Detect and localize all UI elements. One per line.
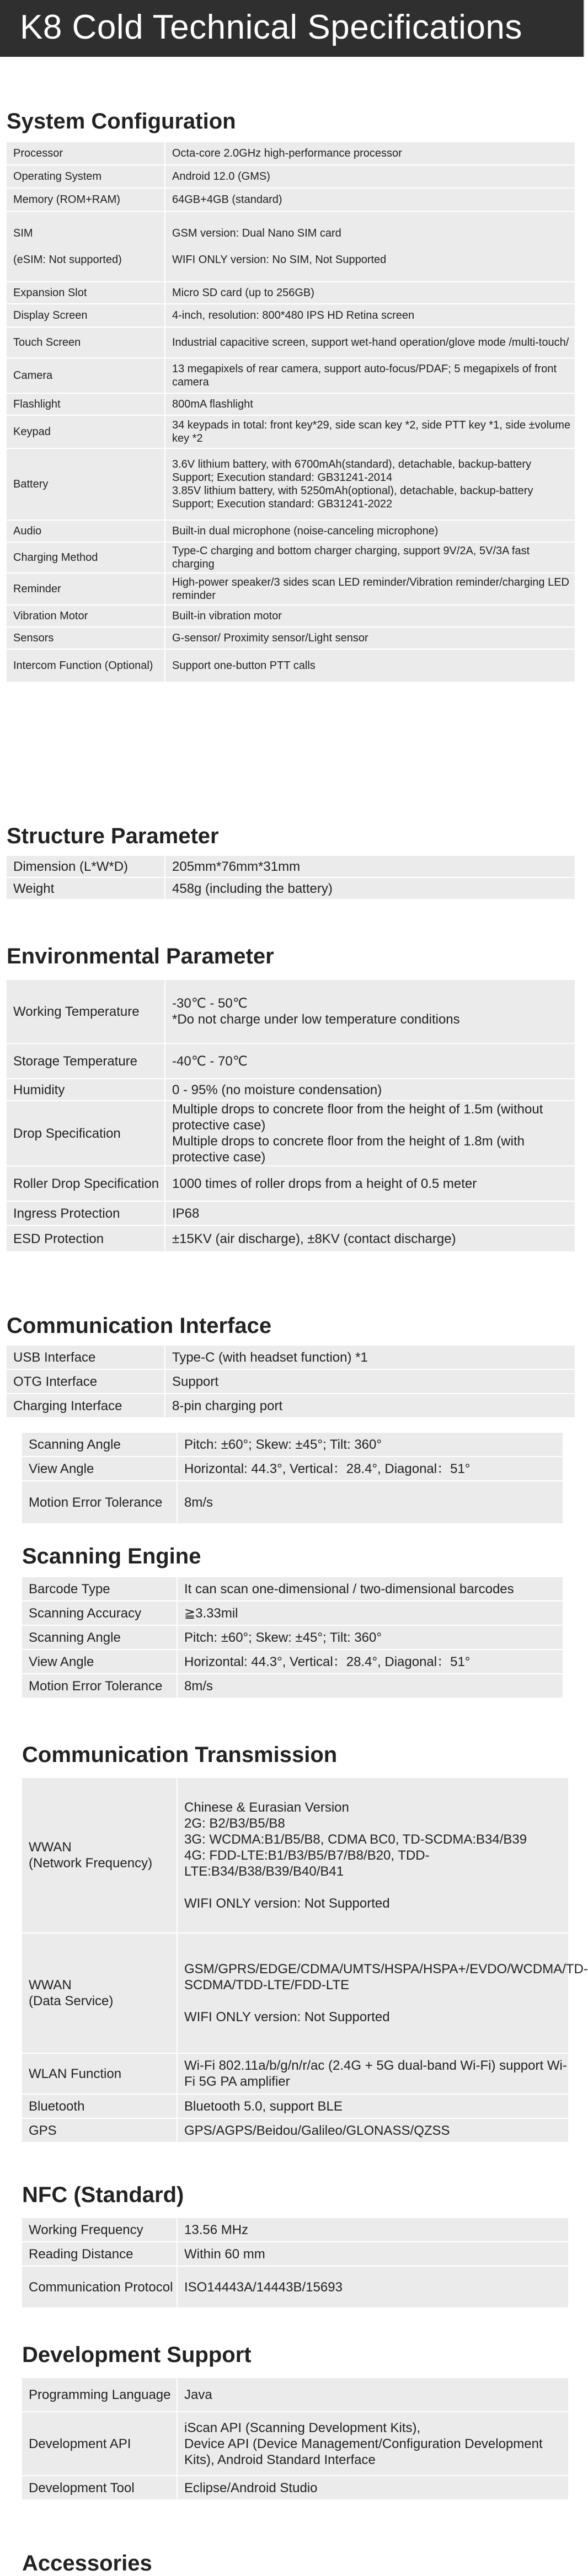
spec-label: Keypad: [6, 415, 165, 448]
spec-label: Dimension (L*W*D): [6, 855, 165, 877]
spec-row: [22, 2412, 569, 2476]
spec-value: Multiple drops to concrete floor from the height of 1.5m (without protective case) Multiple drops to concrete floor from the height of 1.8m (with protective case): [165, 1101, 575, 1166]
spec-label: Display Screen: [6, 304, 165, 327]
spec-value: It can scan one-dimensional / two-dimensional barcodes: [177, 1577, 563, 1601]
spec-value: Eclipse/Android Studio: [177, 2476, 569, 2500]
spec-row: [6, 1345, 575, 1369]
spec-value: 13.56 MHz: [177, 2218, 569, 2242]
spec-table-dev-support: [21, 2377, 569, 2500]
spec-value: iScan API (Scanning Development Kits), Device API (Device Management/Configuration Development Kits), Android Standard Interface: [177, 2412, 569, 2476]
spec-row: [6, 393, 575, 415]
spec-label: Programming Language: [22, 2377, 177, 2412]
spec-value: Android 12.0 (GMS): [165, 165, 575, 188]
section-title-comm-interface: Communication Interface: [7, 1314, 272, 1338]
spec-label: Ingress Protection: [6, 1201, 165, 1225]
spec-row: [6, 1079, 575, 1101]
spec-row: [6, 520, 575, 542]
spec-row: [6, 1043, 575, 1079]
spec-value: Support: [165, 1369, 575, 1394]
spec-row: [22, 2476, 569, 2500]
spec-value: 1000 times of roller drops from a height of 0.5 meter: [165, 1166, 575, 1201]
spec-value: 205mm*76mm*31mm: [165, 855, 575, 877]
spec-row: [22, 2377, 569, 2412]
spec-label: View Angle: [22, 1456, 177, 1481]
spec-label: Sensors: [6, 627, 165, 649]
spec-table-structure: [6, 855, 576, 900]
spec-row: [6, 358, 575, 393]
section-title-system: System Configuration: [7, 109, 236, 133]
spec-label: Charging Interface: [6, 1394, 165, 1418]
spec-value: ≧3.33mil: [177, 1601, 563, 1625]
spec-row: [6, 211, 575, 282]
spec-row: [22, 1601, 563, 1625]
section-title-scan-engine: Scanning Engine: [22, 1544, 201, 1568]
spec-row: [22, 1577, 563, 1601]
spec-row: [22, 1674, 563, 1698]
spec-label: Development API: [22, 2412, 177, 2476]
spec-row: [6, 877, 575, 899]
spec-table-scan-extra: [21, 1432, 564, 1524]
spec-row: [22, 2094, 569, 2118]
spec-label: WWAN (Data Service): [22, 1933, 177, 2053]
spec-row: [6, 979, 575, 1043]
page-title-bar: [0, 0, 585, 57]
spec-row: [6, 1394, 575, 1418]
spec-label: Working Frequency: [22, 2218, 177, 2242]
spec-value: Bluetooth 5.0, support BLE: [177, 2094, 569, 2118]
spec-value: IP68: [165, 1201, 575, 1225]
spec-row: [22, 1481, 563, 1524]
spec-label: Expansion Slot: [6, 282, 165, 304]
spec-label: Scanning Accuracy: [22, 1601, 177, 1625]
spec-row: [22, 1456, 563, 1481]
spec-row: [22, 1933, 569, 2053]
spec-value: 64GB+4GB (standard): [165, 188, 575, 211]
spec-label: Scanning Angle: [22, 1432, 177, 1456]
spec-label: Processor: [6, 142, 165, 165]
spec-label: Drop Specification: [6, 1101, 165, 1166]
spec-row: [6, 304, 575, 327]
spec-row: [22, 2242, 569, 2266]
spec-table-comm-interface: [6, 1345, 576, 1418]
spec-label: Camera: [6, 358, 165, 393]
section-title-structure: Structure Parameter: [7, 824, 219, 848]
spec-label: GPS: [22, 2118, 177, 2143]
spec-value: 800mA flashlight: [165, 393, 575, 415]
spec-row: [6, 1369, 575, 1394]
spec-row: [22, 1650, 563, 1674]
next-section-title: Accessories: [22, 2551, 152, 2575]
spec-label: SIM (eSIM: Not supported): [6, 211, 165, 282]
page-title: K8 Cold Technical Specifications: [20, 8, 522, 46]
spec-row: [6, 1166, 575, 1201]
spec-table-environment: [6, 979, 576, 1252]
spec-value: 8m/s: [177, 1481, 563, 1524]
spec-value: 458g (including the battery): [165, 877, 575, 899]
spec-row: [6, 415, 575, 448]
spec-label: OTG Interface: [6, 1369, 165, 1394]
spec-label: Communication Protocol: [22, 2266, 177, 2308]
spec-row: [22, 2218, 569, 2242]
spec-label: WWAN (Network Frequency): [22, 1777, 177, 1933]
spec-label: ESD Protection: [6, 1225, 165, 1252]
spec-value: Horizontal: 44.3°, Vertical：28.4°, Diagonal：51°: [177, 1650, 563, 1674]
spec-row: [6, 188, 575, 211]
spec-value: Built-in vibration motor: [165, 605, 575, 627]
spec-row: [6, 627, 575, 649]
spec-row: [6, 327, 575, 358]
spec-value: Pitch: ±60°; Skew: ±45°; Tilt: 360°: [177, 1432, 563, 1456]
spec-value: Built-in dual microphone (noise-canceling microphone): [165, 520, 575, 542]
section-title-dev-support: Development Support: [22, 2343, 252, 2367]
spec-value: GSM/GPRS/EDGE/CDMA/UMTS/HSPA/HSPA+/EVDO/WCDMA/TD-SCDMA/TDD-LTE/FDD-LTE WIFI ONLY version: Not Supported: [177, 1933, 569, 2053]
spec-value: Support one-button PTT calls: [165, 649, 575, 682]
spec-value: 8m/s: [177, 1674, 563, 1698]
spec-row: [22, 1432, 563, 1456]
spec-row: [6, 448, 575, 520]
spec-label: Motion Error Tolerance: [22, 1481, 177, 1524]
spec-label: Reading Distance: [22, 2242, 177, 2266]
spec-row: [22, 1777, 569, 1933]
spec-label: USB Interface: [6, 1345, 165, 1369]
spec-label: Weight: [6, 877, 165, 899]
spec-row: [6, 165, 575, 188]
spec-label: Audio: [6, 520, 165, 542]
spec-label: Intercom Function (Optional): [6, 649, 165, 682]
spec-value: ±15KV (air discharge), ±8KV (contact discharge): [165, 1225, 575, 1252]
spec-label: Barcode Type: [22, 1577, 177, 1601]
spec-label: Bluetooth: [22, 2094, 177, 2118]
next-section-heading-clip: [0, 2545, 585, 2575]
spec-label: Scanning Angle: [22, 1625, 177, 1650]
spec-value: Within 60 mm: [177, 2242, 569, 2266]
spec-row: [6, 605, 575, 627]
spec-table-system: [6, 141, 576, 683]
spec-value: 8-pin charging port: [165, 1394, 575, 1418]
spec-value: Horizontal: 44.3°, Vertical：28.4°, Diagonal：51°: [177, 1456, 563, 1481]
section-title-environment: Environmental Parameter: [7, 944, 274, 968]
spec-row: [22, 2053, 569, 2094]
spec-row: [6, 282, 575, 304]
spec-label: Flashlight: [6, 393, 165, 415]
spec-label: View Angle: [22, 1650, 177, 1674]
spec-label: Operating System: [6, 165, 165, 188]
spec-row: [22, 1625, 563, 1650]
spec-value: Type-C (with headset function) *1: [165, 1345, 575, 1369]
spec-value: -40℃ - 70℃: [165, 1043, 575, 1079]
spec-label: Working Temperature: [6, 979, 165, 1043]
spec-value: Type-C charging and bottom charger charging, support 9V/2A, 5V/3A fast charging: [165, 542, 575, 573]
spec-value: Java: [177, 2377, 569, 2412]
spec-value: 0 - 95% (no moisture condensation): [165, 1079, 575, 1101]
spec-value: 34 keypads in total: front key*29, side scan key *2, side PTT key *1, side ±volume key *2: [165, 415, 575, 448]
spec-label: Reminder: [6, 573, 165, 605]
spec-row: [22, 2118, 569, 2143]
spec-label: Battery: [6, 448, 165, 520]
section-title-comm-transmission: Communication Transmission: [22, 1743, 338, 1767]
spec-label: Memory (ROM+RAM): [6, 188, 165, 211]
spec-row: [6, 542, 575, 573]
spec-value: ISO14443A/14443B/15693: [177, 2266, 569, 2308]
spec-value: Octa-core 2.0GHz high-performance processor: [165, 142, 575, 165]
spec-value: GPS/AGPS/Beidou/Galileo/GLONASS/QZSS: [177, 2118, 569, 2143]
spec-label: Roller Drop Specification: [6, 1166, 165, 1201]
spec-value: 3.6V lithium battery, with 6700mAh(standard), detachable, backup-battery Support; Execution standard: GB31241-2014 3.85V lithium battery, with 5250mAh(optional), detachable, backup-battery Support; Execution standard: GB31241-2022: [165, 448, 575, 520]
spec-label: Vibration Motor: [6, 605, 165, 627]
spec-label: Charging Method: [6, 542, 165, 573]
spec-row: [6, 1101, 575, 1166]
spec-value: 4-inch, resolution: 800*480 IPS HD Retina screen: [165, 304, 575, 327]
spec-value: High-power speaker/3 sides scan LED reminder/Vibration reminder/charging LED reminder: [165, 573, 575, 605]
spec-table-nfc: [21, 2217, 569, 2309]
spec-label: Touch Screen: [6, 327, 165, 358]
spec-row: [6, 573, 575, 605]
spec-value: GSM version: Dual Nano SIM card WIFI ONLY version: No SIM, Not Supported: [165, 211, 575, 282]
spec-value: -30℃ - 50℃ *Do not charge under low temperature conditions: [165, 979, 575, 1043]
spec-label: WLAN Function: [22, 2053, 177, 2094]
spec-row: [6, 649, 575, 682]
spec-label: Storage Temperature: [6, 1043, 165, 1079]
spec-value: Wi-Fi 802.11a/b/g/n/r/ac (2.4G + 5G dual-band Wi-Fi) support Wi-Fi 5G PA amplifier: [177, 2053, 569, 2094]
spec-table-comm-transmission: [21, 1777, 588, 2143]
spec-row: [6, 142, 575, 165]
spec-value: Industrial capacitive screen, support wet-hand operation/glove mode /multi-touch/: [165, 327, 575, 358]
spec-table-scan-engine: [21, 1576, 564, 1699]
spec-row: [6, 1225, 575, 1252]
spec-value: Chinese & Eurasian Version 2G: B2/B3/B5/B8 3G: WCDMA:B1/B5/B8, CDMA BC0, TD-SCDMA:B34/B39 4G: FDD-LTE:B1/B3/B5/B7/B8/B20, TDD-LTE:B34/B38/B39/B40/B41 WIFI ONLY version: Not Supported: [177, 1777, 569, 1933]
spec-row: [6, 855, 575, 877]
spec-label: Humidity: [6, 1079, 165, 1101]
spec-value: Micro SD card (up to 256GB): [165, 282, 575, 304]
section-title-nfc: NFC (Standard): [22, 2183, 184, 2207]
spec-row: [6, 1201, 575, 1225]
spec-value: 13 megapixels of rear camera, support auto-focus/PDAF; 5 megapixels of front camera: [165, 358, 575, 393]
spec-label: Motion Error Tolerance: [22, 1674, 177, 1698]
spec-row: [22, 2266, 569, 2308]
spec-value: Pitch: ±60°; Skew: ±45°; Tilt: 360°: [177, 1625, 563, 1650]
spec-value: G-sensor/ Proximity sensor/Light sensor: [165, 627, 575, 649]
spec-label: Development Tool: [22, 2476, 177, 2500]
